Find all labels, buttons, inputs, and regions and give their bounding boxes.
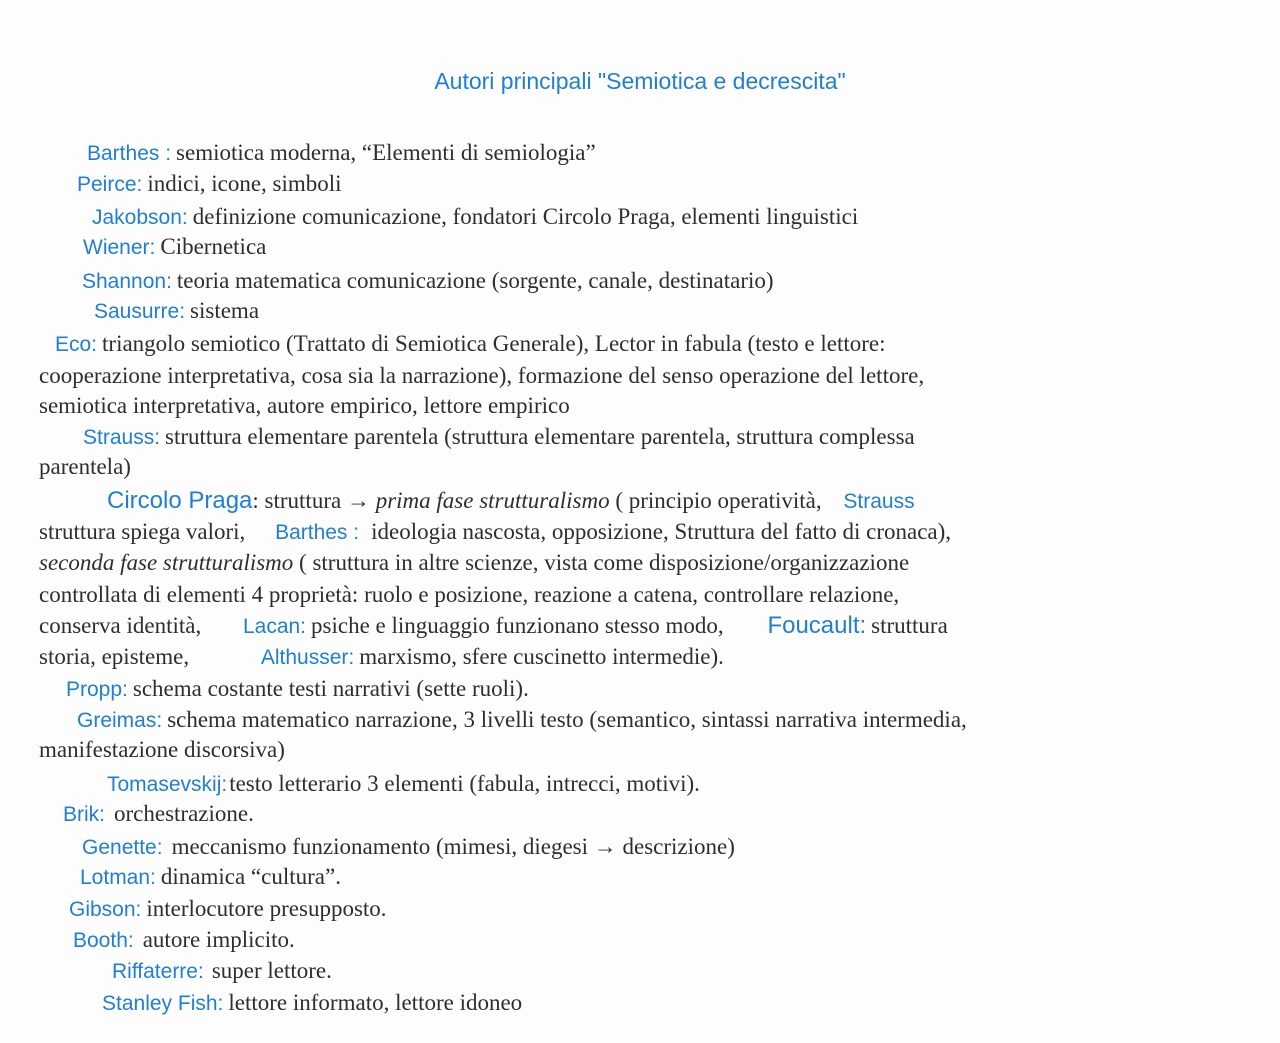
entry-text: interlocutore presupposto. [146,896,387,921]
entry-text: marxismo, sfere cuscinetto intermedie). [359,644,724,669]
entry-text: testo letterario 3 elementi (fabula, intrecci, motivi). [229,771,700,796]
author-label: Riffaterre: [112,960,204,983]
entry-circolo-praga [107,487,920,516]
author-label: Jakobson: [92,206,188,229]
entry-circolo-praga-cont [39,643,724,672]
author-label: Peirce: [77,173,143,196]
document-title: Autori principali "Semiotica e decrescita" [434,68,846,94]
entry-peirce [77,170,342,199]
entry-eco [55,330,885,359]
entry-text-italic: seconda fase strutturalismo [39,550,294,575]
entry-text: lettore informato, lettore idoneo [228,990,523,1015]
entry-text: psiche e linguaggio funzionano stesso modo, [311,613,724,638]
entry-text: teoria matematica comunicazione (sorgente, canale, destinatario) [176,268,774,293]
entry-text: meccanismo funzionamento (mimesi, diegesi → descrizione) [171,834,735,859]
entry-greimas [77,706,967,735]
author-label: Propp: [66,678,128,701]
entry-strauss-cont [39,453,131,481]
entry-text: parentela) [39,454,131,479]
entry-text: sistema [190,298,260,323]
entry-text: triangolo semiotico (Trattato di Semiotica Generale), Lector in fabula (testo e lettore: [102,331,886,356]
author-label: Lacan: [242,615,307,638]
entry-tomasevskij [107,770,700,799]
entry-text: semiotica interpretativa, autore empirico, lettore empirico [39,393,570,418]
entry-text: struttura elementare parentela (struttura elementare parentela, struttura complessa [165,424,915,449]
author-label: Wiener: [83,236,156,259]
entry-text: dinamica “cultura”. [160,864,341,889]
entry-text: Cibernetica [160,234,267,259]
entry-text: ( principio operatività, [615,488,822,513]
entry-propp [66,675,529,704]
entry-text: struttura [871,613,948,638]
entry-text: autore implicito. [142,927,295,952]
entry-text: storia, episteme, [39,644,190,669]
author-label: Sausurre: [94,300,186,323]
entry-text: ( struttura in altre scienze, vista come disposizione/organizzazione [299,550,910,575]
entry-booth [73,926,295,955]
author-label: Barthes : [87,142,172,165]
entry-saussure [94,297,259,326]
entry-strauss [83,423,915,452]
entry-wiener [83,233,266,262]
author-label: Strauss: [83,426,161,449]
entry-gibson [69,895,387,924]
entry-stanley-fish [102,989,522,1018]
entry-text: orchestrazione. [114,801,254,826]
entry-eco-cont [39,362,924,390]
entry-text: schema costante testi narrativi (sette ruoli). [132,676,529,701]
entry-jakobson [92,203,858,232]
entry-text: conserva identità, [39,613,202,638]
entry-lotman [80,863,341,892]
author-label: Booth: [73,929,134,952]
entry-circolo-praga-cont [39,549,909,577]
entry-text: : struttura → [252,488,370,513]
entry-greimas-cont [39,736,285,764]
author-label: Stanley Fish: [102,992,224,1015]
author-label: Foucault: [767,612,867,639]
entry-text-italic: prima fase strutturalismo [375,488,610,513]
entry-circolo-praga-cont [39,518,951,547]
author-label: Circolo Praga [107,487,253,514]
author-label: Strauss [843,490,915,513]
entry-text: controllata di elementi 4 proprietà: ruolo e posizione, reazione a catena, controllare relazione, [39,582,900,607]
entry-text: indici, icone, simboli [147,171,342,196]
entry-text: definizione comunicazione, fondatori Circolo Praga, elementi linguistici [192,204,859,229]
entry-text: super lettore. [211,958,332,983]
entry-circolo-praga-cont [39,612,948,641]
entry-text: cooperazione interpretativa, cosa sia la narrazione), formazione del senso operazione del lettore, [39,363,925,388]
entry-shannon [82,267,774,296]
entry-text: ideologia nascosta, opposizione, Struttura del fatto di cronaca), [371,519,952,544]
author-label: Eco: [55,333,98,356]
entry-genette [82,833,735,862]
entry-text: manifestazione discorsiva) [39,737,285,762]
entry-text: struttura spiega valori, [39,519,246,544]
entry-brik [63,800,254,829]
author-label: Brik: [63,803,105,826]
entry-circolo-praga-cont [39,581,899,609]
author-label: Shannon: [82,270,172,293]
author-label: Althusser: [260,646,355,669]
author-label: Genette: [82,836,163,859]
entry-text: semiotica moderna, “Elementi di semiologia” [176,140,596,165]
author-label: Gibson: [69,898,142,921]
entry-eco-cont [39,392,570,420]
entry-barthes [87,139,596,168]
author-label: Greimas: [77,709,163,732]
entry-text: schema matematico narrazione, 3 livelli testo (semantico, sintassi narrativa intermedia, [167,707,967,732]
author-label: Tomasevskij: [107,773,228,796]
entry-riffaterre [112,957,332,986]
author-label: Lotman: [80,866,156,889]
author-label: Barthes : [275,521,360,544]
